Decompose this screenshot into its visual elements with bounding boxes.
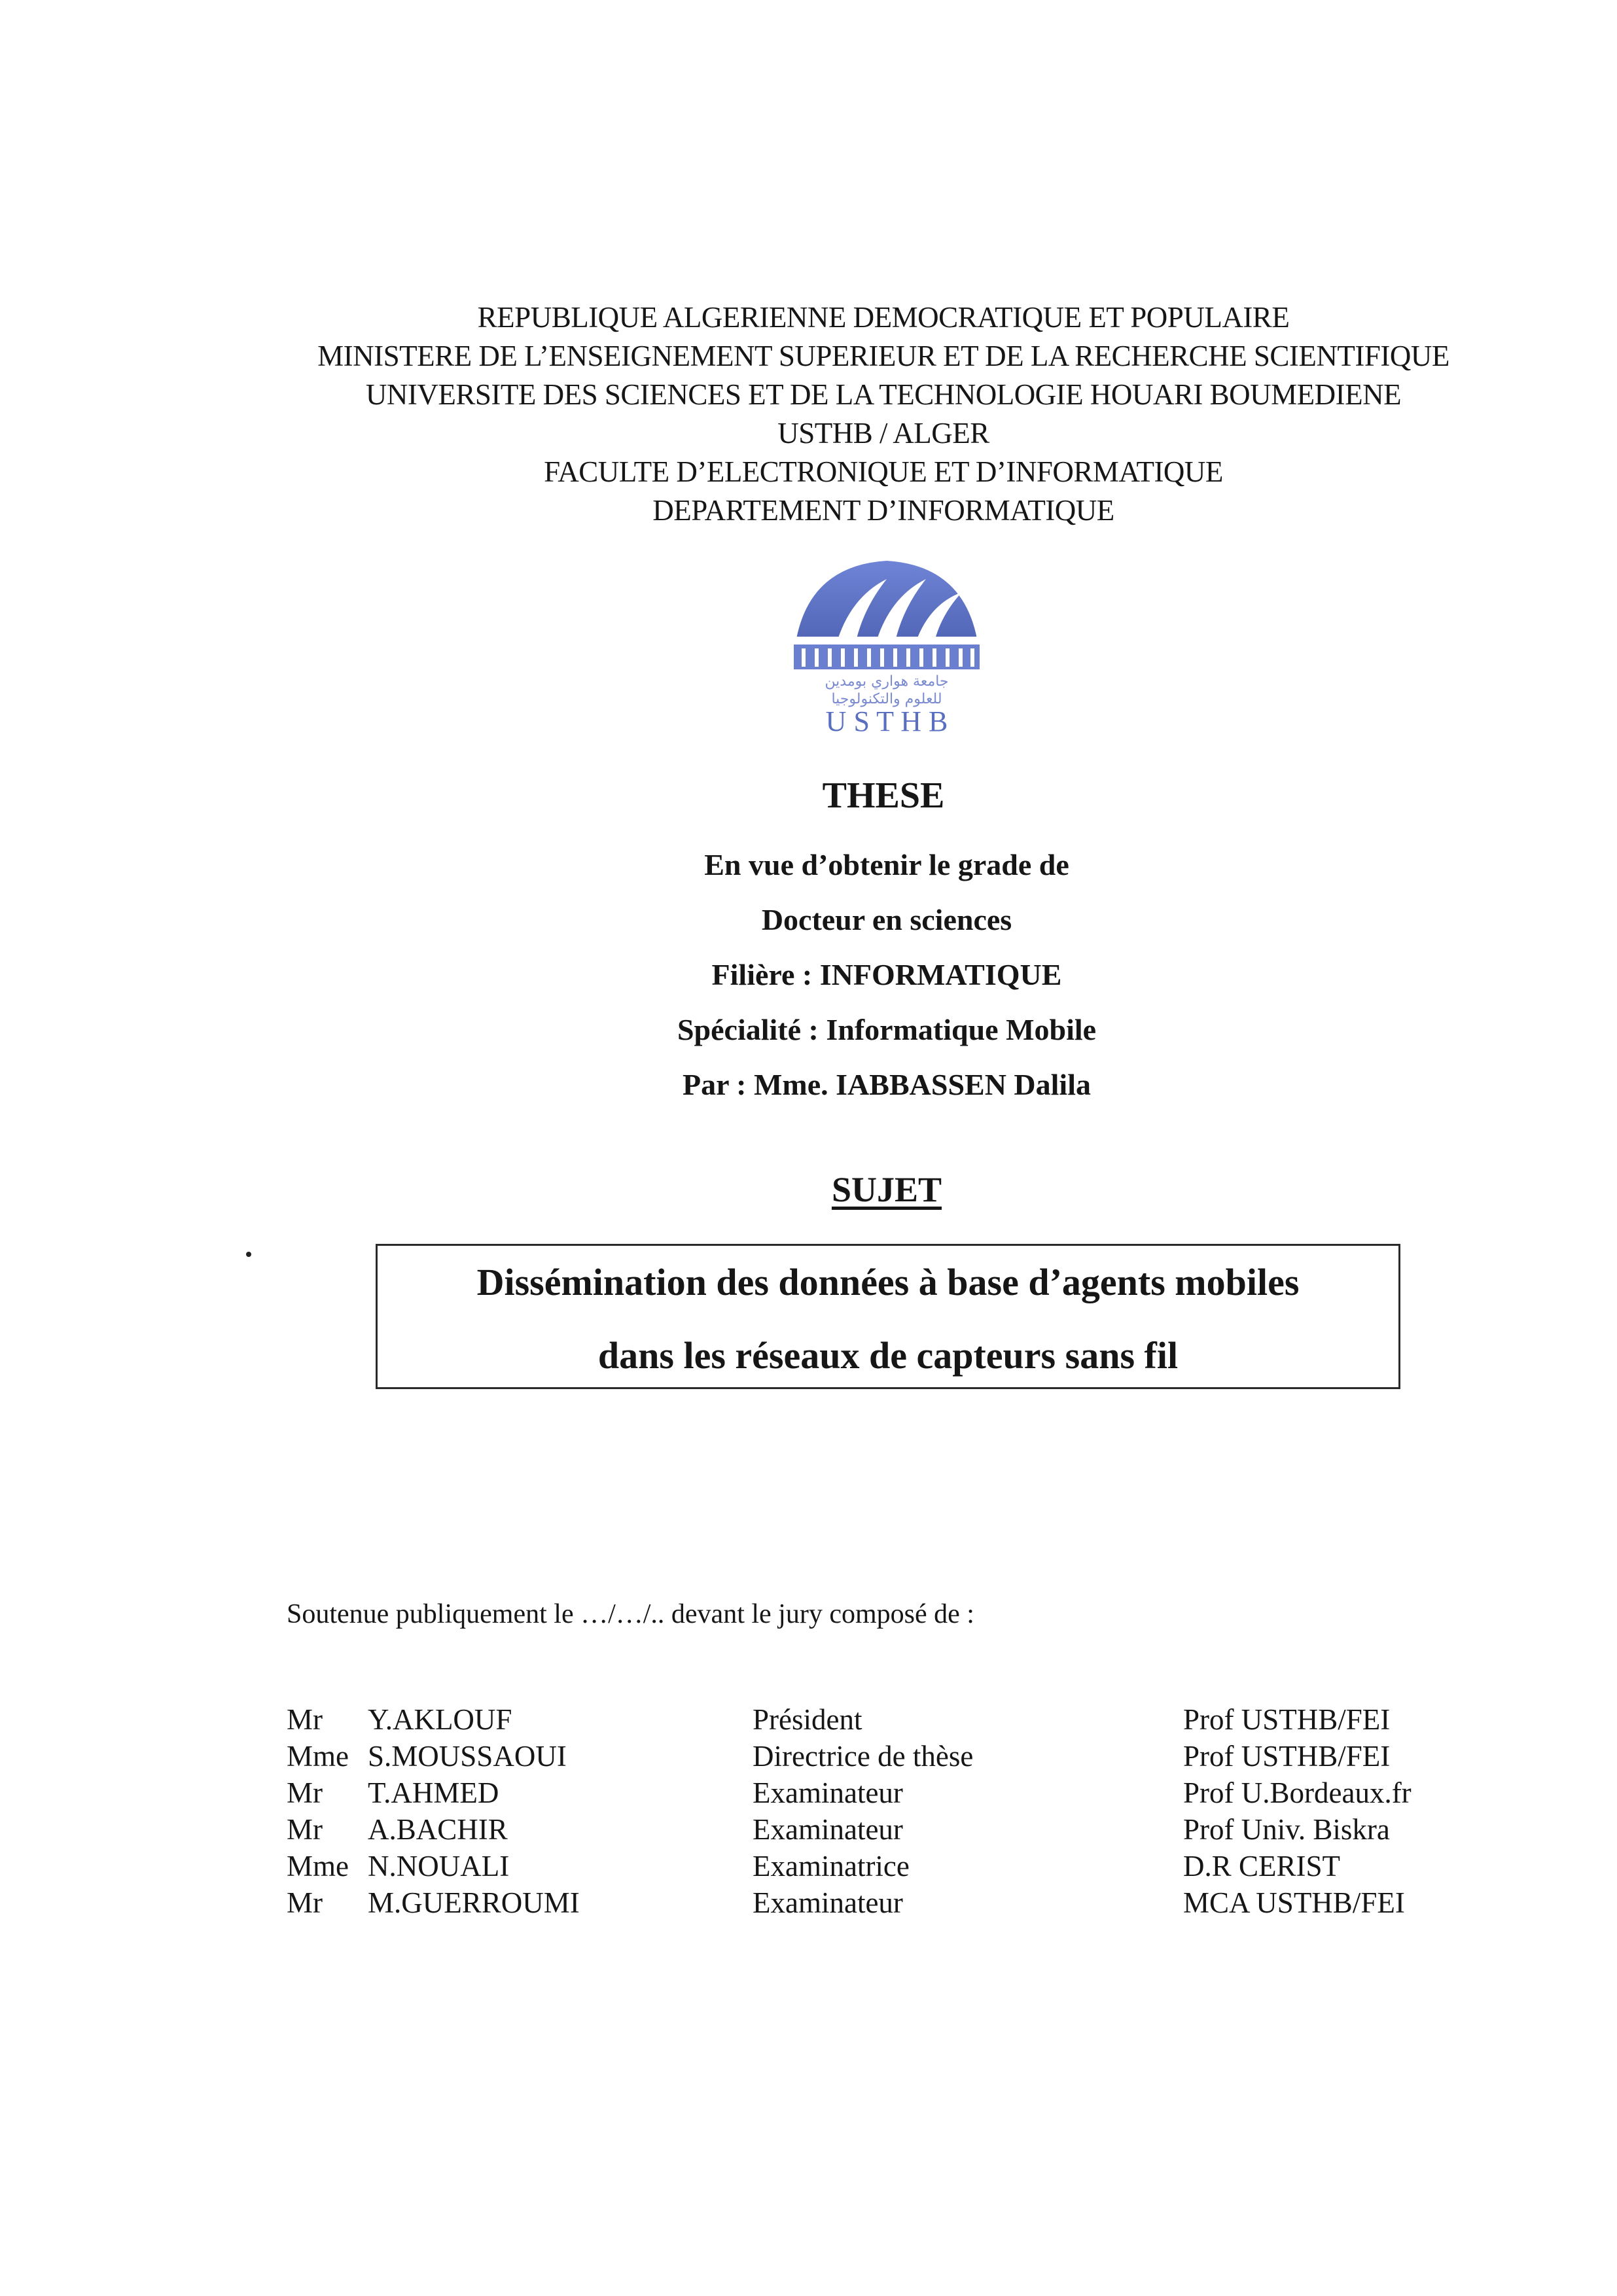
- jury-affiliation: Prof USTHB/FEI: [1183, 1740, 1391, 1773]
- thesis-title: THESE: [822, 775, 945, 816]
- subject-label: SUJET: [831, 1170, 942, 1209]
- thesis-field: Filière : INFORMATIQUE: [711, 958, 1062, 991]
- defense-statement: Soutenue publiquement le …/…/.. devant le jury composé de :: [287, 1599, 974, 1629]
- jury-affiliation: Prof Univ. Biskra: [1183, 1813, 1390, 1846]
- jury-role: Président: [753, 1703, 862, 1736]
- jury-role: Directrice de thèse: [753, 1740, 974, 1773]
- jury-title: Mme: [287, 1740, 349, 1773]
- subject-box: [376, 1244, 1400, 1389]
- thesis-goal: En vue d’obtenir le grade de: [704, 848, 1069, 881]
- jury-title: Mme: [287, 1850, 349, 1882]
- jury-name: S.MOUSSAOUI: [368, 1740, 567, 1773]
- thesis-degree: Docteur en sciences: [761, 903, 1012, 936]
- logo-arabic-line-2: للعلوم والتكنولوجيا: [831, 691, 942, 707]
- header-line-department: DEPARTEMENT D’INFORMATIQUE: [652, 494, 1114, 527]
- jury-title: Mr: [287, 1813, 323, 1846]
- jury-title: Mr: [287, 1776, 323, 1809]
- logo-arabic-line-1: جامعة هواري بومدين: [825, 673, 949, 690]
- jury-affiliation: MCA USTHB/FEI: [1183, 1886, 1405, 1919]
- jury-name: A.BACHIR: [368, 1813, 508, 1846]
- subject-line-1: Dissémination des données à base d’agents mobiles: [476, 1261, 1300, 1303]
- jury-name: T.AHMED: [368, 1776, 499, 1809]
- jury-role: Examinateur: [753, 1776, 903, 1809]
- header-line-university: UNIVERSITE DES SCIENCES ET DE LA TECHNOLOGIE HOUARI BOUMEDIENE: [365, 378, 1402, 411]
- jury-name: Y.AKLOUF: [368, 1703, 512, 1736]
- jury-title: Mr: [287, 1703, 323, 1736]
- usthb-logo: [789, 553, 985, 736]
- header-line-ministry: MINISTERE DE L’ENSEIGNEMENT SUPERIEUR ET DE LA RECHERCHE SCIENTIFIQUE: [317, 340, 1449, 372]
- institution-header: [0, 298, 1617, 530]
- stray-mark: [246, 1252, 251, 1257]
- jury-title: Mr: [287, 1886, 323, 1919]
- jury-role: Examinatrice: [753, 1850, 910, 1882]
- header-line-faculty: FACULTE D’ELECTRONIQUE ET D’INFORMATIQUE: [544, 455, 1223, 488]
- thesis-author: Par : Mme. IABBASSEN Dalila: [683, 1068, 1091, 1101]
- jury-name: N.NOUALI: [368, 1850, 510, 1882]
- jury-name: M.GUERROUMI: [368, 1886, 580, 1919]
- jury-role: Examinateur: [753, 1813, 903, 1846]
- header-line-city: USTHB / ALGER: [777, 417, 989, 450]
- thesis-specialty: Spécialité : Informatique Mobile: [677, 1013, 1097, 1046]
- jury-role: Examinateur: [753, 1886, 903, 1919]
- logo-text: U S T H B: [825, 705, 948, 736]
- header-line-republic: REPUBLIQUE ALGERIENNE DEMOCRATIQUE ET POPULAIRE: [477, 301, 1290, 334]
- jury-affiliation: Prof U.Bordeaux.fr: [1183, 1776, 1412, 1809]
- thesis-info: [0, 838, 1617, 1112]
- jury-affiliation: Prof USTHB/FEI: [1183, 1703, 1391, 1736]
- jury-affiliation: D.R CERIST: [1183, 1850, 1341, 1882]
- subject-line-2: dans les réseaux de capteurs sans fil: [597, 1334, 1179, 1377]
